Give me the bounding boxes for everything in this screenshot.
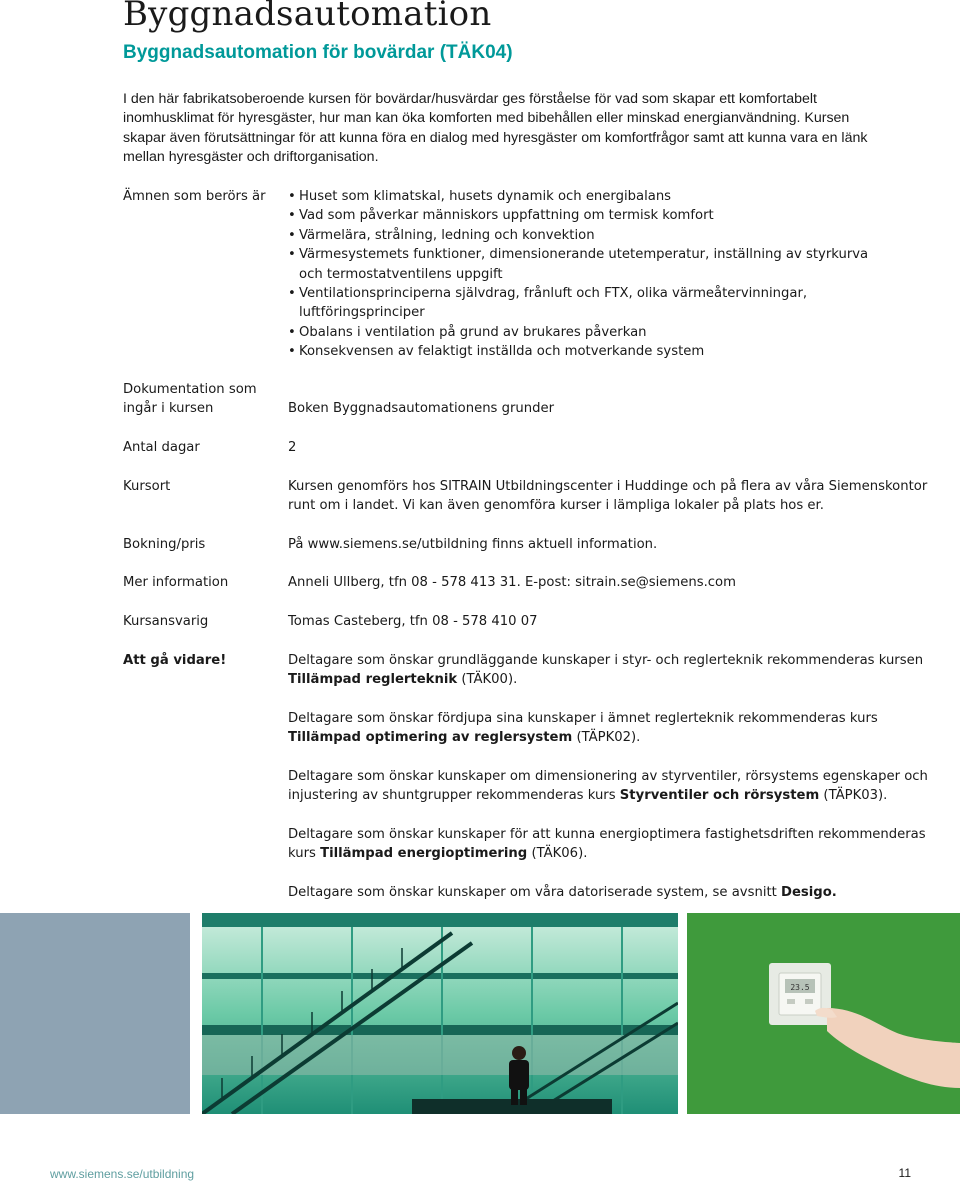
documentation-label-line1: Dokumentation som [123, 382, 257, 397]
documentation-label [123, 380, 257, 419]
recommendation-text: Deltagare som önskar grundläggande kunskaper i styr- och reglerteknik rekommenderas kursen [288, 653, 924, 668]
list-item: • Obalans i ventilation på grund av brukares påverkan [288, 323, 888, 342]
responsible-value: Tomas Casteberg, tfn 08 - 578 410 07 [288, 614, 538, 629]
recommendation-2 [288, 709, 928, 748]
location-value: Kursen genomförs hos SITRAIN Utbildningscenter i Huddinge och på flera av våra Siemenskontor runt om i landet. Vi kan även genomföra kurser i lämpliga lokaler på plats hos er. [288, 479, 928, 514]
recommendation-5 [288, 883, 928, 902]
recommendation-4 [288, 825, 928, 864]
course-name: Styrventiler och rörsystem [619, 788, 820, 804]
booking-value: På www.siemens.se/utbildning finns aktuell information. [288, 537, 658, 552]
booking-label: Bokning/pris [123, 537, 206, 552]
staircase-photo [202, 913, 678, 1114]
responsible-label: Kursansvarig [123, 614, 209, 629]
days-label: Antal dagar [123, 440, 200, 455]
course-name: Tillämpad reglerteknik [288, 672, 458, 688]
course-name: Desigo. [781, 885, 837, 900]
page-number: 11 [898, 1166, 911, 1180]
footer-url[interactable]: www.siemens.se/utbildning [50, 1167, 195, 1181]
next-steps-label: Att gå vidare! [123, 653, 227, 668]
list-item: • Värmelära, strålning, ledning och konvektion [288, 226, 888, 245]
thermostat-illustration [687, 913, 960, 1114]
list-item: • Ventilationsprinciperna självdrag, frånluft och FTX, olika värmeåtervinningar, luftföringsprinciper [288, 284, 888, 323]
recommendation-code: (TÄPK03). [819, 788, 888, 804]
topics-list [288, 187, 888, 362]
list-item: • Huset som klimatskal, husets dynamik och energibalans [288, 187, 888, 206]
course-name: Tillämpad energioptimering [320, 846, 528, 862]
days-value: 2 [288, 440, 297, 455]
recommendation-text: Deltagare som önskar kunskaper för att kunna energioptimera fastighetsdriften rekommenderas kurs [288, 827, 926, 862]
list-item: • Värmesystemets funktioner, dimensionerande utetemperatur, inställning av styrkurva och termostatventilens uppgift [288, 245, 888, 284]
course-name: Tillämpad optimering av reglersystem [288, 730, 573, 746]
documentation-label-line2: ingår i kursen [123, 401, 214, 417]
recommendation-code: (TÄPK02). [572, 730, 641, 746]
location-label: Kursort [123, 479, 171, 494]
intro-paragraph: I den här fabrikatsoberoende kursen för bovärdar/husvärdar ges förståelse för vad som skapar ett komfortabelt inomhusklimat för hyresgäster, hur man kan öka komforten med bibehållen eller minskad energianvändning. Kursen skapar även förutsättningar för att kunna föra en dialog med hyresgäster om komfortfrågor samt att kunna vara en länk mellan hyresgäster och driftorganisation. [123, 91, 868, 166]
recommendation-code: (TÄK06). [527, 846, 588, 862]
list-item: • Vad som påverkar människors uppfattning om termisk komfort [288, 206, 888, 225]
topics-label: Ämnen som berörs är [123, 189, 266, 204]
recommendation-text: Deltagare som önskar fördjupa sina kunskaper i ämnet reglerteknik rekommenderas kurs [288, 711, 878, 726]
course-subtitle: Byggnadsautomation för bovärdar (TÄK04) [123, 42, 513, 63]
recommendation-3 [288, 767, 928, 806]
recommendation-code: (TÄK00). [457, 672, 518, 688]
page-title: Byggnadsautomation [123, 0, 492, 34]
recommendation-text: Deltagare som önskar kunskaper om våra datoriserade system, se avsnitt [288, 885, 782, 900]
recommendation-text: Deltagare som önskar kunskaper om dimensionering av styrventiler, rörsystems egenskaper och injustering av shuntgrupper rekommenderas kurs [288, 769, 928, 804]
more-info-value: Anneli Ullberg, tfn 08 - 578 413 31. E-post: sitrain.se@siemens.com [288, 575, 736, 590]
list-item: • Konsekvensen av felaktigt inställda och motverkande system [288, 342, 888, 361]
staircase-illustration [202, 913, 678, 1114]
thermostat-display-value: 23.5 [790, 983, 810, 992]
color-panel [0, 913, 190, 1114]
thermostat-photo [687, 913, 960, 1114]
recommendation-1 [288, 651, 928, 690]
more-info-label: Mer information [123, 575, 229, 590]
documentation-value: Boken Byggnadsautomationens grunder [288, 401, 555, 416]
